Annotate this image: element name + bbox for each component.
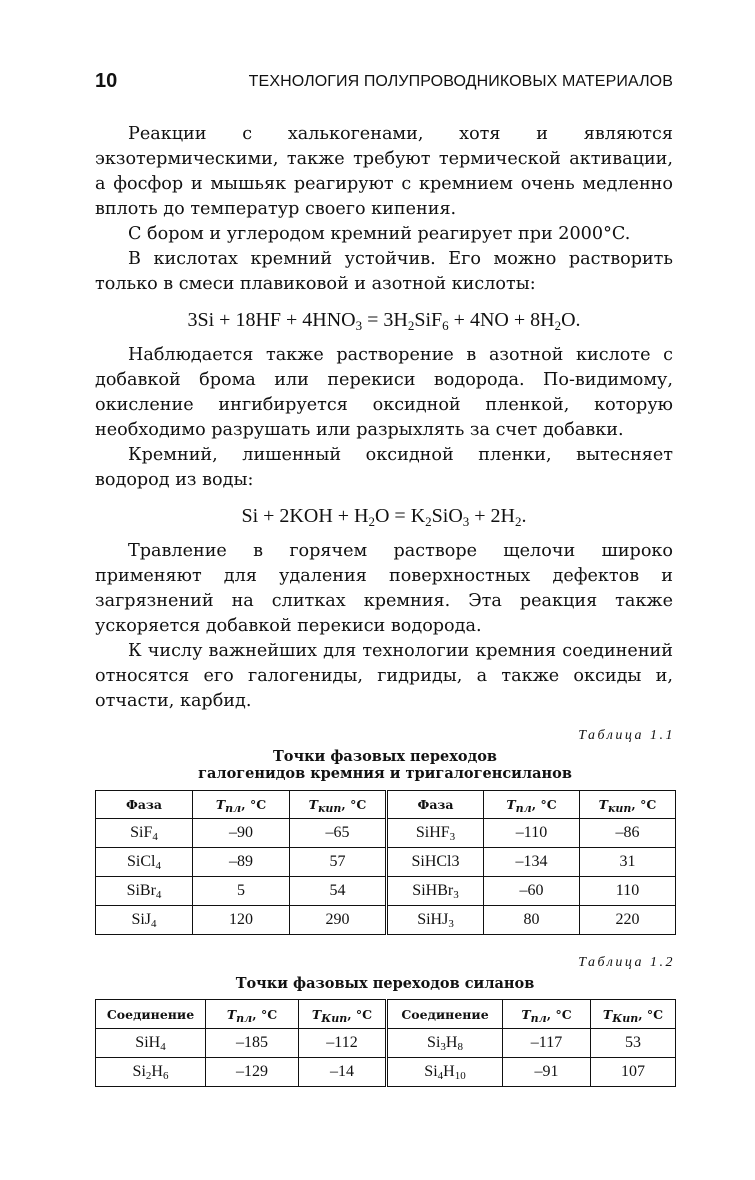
cell-value: –90 (193, 819, 290, 848)
cell-formula: $Si_2H_6$ (96, 1058, 206, 1087)
col-t-melt: $T_{пл}$, °C (193, 791, 290, 819)
cell-formula: SiHCl3 (387, 848, 484, 877)
cell-value: –65 (290, 819, 387, 848)
paragraph: Реакции с халькогенами, хотя и являются экзотермическими, также требуют термической активации, а фосфор и мышьяк реагируют с кремнием очень медленно вплоть до температур своего кипения. (95, 124, 673, 219)
cell-value: 107 (591, 1058, 676, 1087)
running-title: ТЕХНОЛОГИЯ ПОЛУПРОВОДНИКОВЫХ МАТЕРИАЛОВ (248, 73, 673, 90)
table-row (96, 819, 676, 848)
cell-value: –129 (206, 1058, 299, 1087)
cell-value: 290 (290, 906, 387, 935)
col-compound: Соединение (387, 1000, 503, 1029)
body-text (95, 122, 673, 714)
col-t-boil: $T_{кип}$, °C (580, 791, 676, 819)
table-row (96, 877, 676, 906)
col-t-melt: $T_{пл}$, °C (503, 1000, 591, 1029)
cell-formula: SiJ$_4$ (96, 906, 193, 935)
equation-koh: $Si + 2KOH + H_2O = K_2SiO_3 + 2H_2$. (241, 505, 527, 529)
cell-value: –110 (484, 819, 580, 848)
phase-transition-table-silanes (95, 999, 676, 1087)
page-number: 10 (95, 70, 118, 92)
cell-formula: SiBr$_4$ (96, 877, 193, 906)
col-t-melt: $T_{пл}$, °C (484, 791, 580, 819)
cell-value: 54 (290, 877, 387, 906)
table-row (96, 848, 676, 877)
cell-value: –14 (299, 1058, 387, 1087)
col-compound: Соединение (96, 1000, 206, 1029)
cell-formula: SiH$_4$ (96, 1029, 206, 1058)
col-phase: Фаза (96, 791, 193, 819)
col-phase: Фаза (387, 791, 484, 819)
table-number: Таблица 1.2 (578, 955, 675, 970)
cell-formula: SiCl$_4$ (96, 848, 193, 877)
paragraph: Наблюдается также растворение в азотной кислоте с добавкой брома или перекиси водорода. По-видимому, окисление ингибируется оксидной пленкой, которую необходимо разрушать или разрыхлять за счет добавки. (95, 345, 673, 440)
caption-line: Точки фазовых переходов (273, 748, 497, 765)
cell-value: –86 (580, 819, 676, 848)
table-caption (95, 748, 675, 782)
cell-value: 57 (290, 848, 387, 877)
caption-line: галогенидов кремния и тригалогенсиланов (198, 765, 572, 782)
cell-formula: SiHJ$_3$ (387, 906, 484, 935)
cell-formula: $Si_4H_{10}$ (387, 1058, 503, 1087)
cell-value: –89 (193, 848, 290, 877)
cell-value: 80 (484, 906, 580, 935)
cell-value: –60 (484, 877, 580, 906)
paragraph: Травление в горячем растворе щелочи широко применяют для удаления поверхностных дефектов и загрязнений на слитках кремния. Эта реакция также ускоряется добавкой перекиси водорода. (95, 541, 673, 636)
col-t-boil: $T_{кип}$, °C (290, 791, 387, 819)
cell-value: –117 (503, 1029, 591, 1058)
cell-value: –112 (299, 1029, 387, 1058)
paragraph: С бором и углеродом кремний реагирует при 2000°C. (128, 224, 631, 244)
table-header-row (96, 1000, 676, 1029)
col-t-melt: $T_{пл}$, °C (206, 1000, 299, 1029)
cell-value: –134 (484, 848, 580, 877)
table-header-row (96, 791, 676, 819)
phase-transition-table-halides (95, 790, 676, 935)
cell-formula: $Si_3H_8$ (387, 1029, 503, 1058)
cell-value: –91 (503, 1058, 591, 1087)
table-row (96, 906, 676, 935)
table-caption: Точки фазовых переходов силанов (235, 975, 535, 992)
table-row (96, 1029, 676, 1058)
table-number: Таблица 1.1 (578, 728, 675, 743)
cell-value: 110 (580, 877, 676, 906)
equation-hf-hno3: $3Si + 18HF + 4HNO_3 = 3H_2SiF_6 + 4NO + 8H_2O$. (187, 309, 581, 333)
col-t-boil: $T_{Кип}$, °C (591, 1000, 676, 1029)
cell-formula: SiHF$_3$ (387, 819, 484, 848)
col-t-boil: $T_{Кип}$, °C (299, 1000, 387, 1029)
cell-formula: SiHBr$_3$ (387, 877, 484, 906)
paragraph: К числу важнейших для технологии кремния соединений относятся его галогениды, гидриды, а также оксиды и, отчасти, карбид. (95, 641, 673, 711)
cell-value: 31 (580, 848, 676, 877)
paragraph: Кремний, лишенный оксидной пленки, вытесняет водород из воды: (95, 445, 673, 490)
table-row (96, 1058, 676, 1087)
cell-value: 220 (580, 906, 676, 935)
cell-value: –185 (206, 1029, 299, 1058)
cell-formula: SiF$_4$ (96, 819, 193, 848)
cell-value: 120 (193, 906, 290, 935)
cell-value: 5 (193, 877, 290, 906)
paragraph: В кислотах кремний устойчив. Его можно растворить только в смеси плавиковой и азотной кислоты: (95, 249, 673, 294)
cell-value: 53 (591, 1029, 676, 1058)
